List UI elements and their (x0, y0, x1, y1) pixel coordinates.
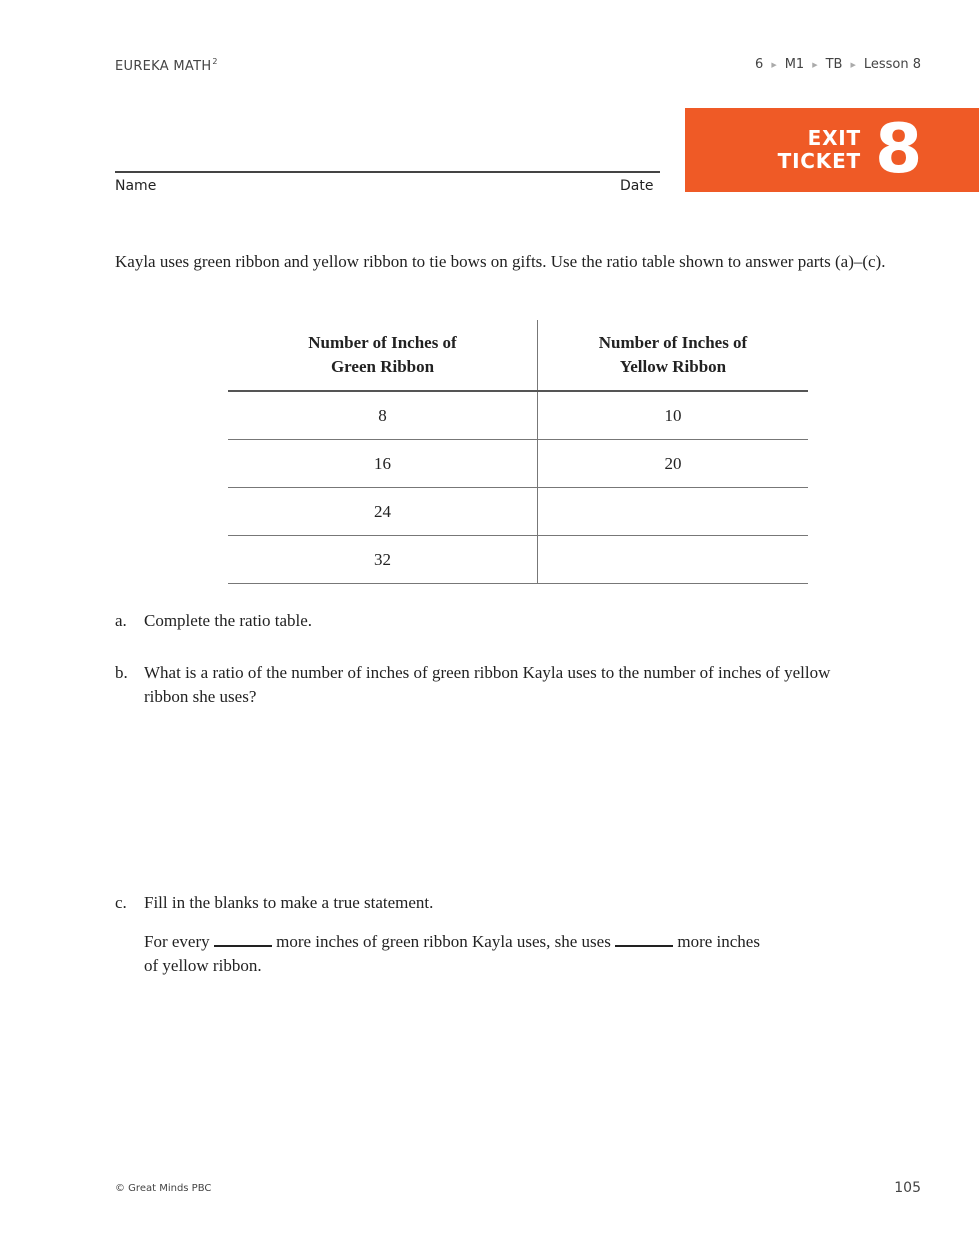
table-row (228, 536, 808, 584)
table-row (228, 440, 808, 488)
green-cell: 24 (228, 488, 538, 536)
date-label: Date (620, 178, 654, 194)
green-cell: 8 (228, 391, 538, 440)
table-row (228, 488, 808, 536)
part-b-letter: b. (115, 663, 128, 682)
breadcrumb-lesson: Lesson 8 (863, 57, 921, 72)
chevron-right-icon: ▶ (850, 60, 856, 69)
table-header-row (228, 320, 808, 391)
green-cell: 16 (228, 440, 538, 488)
part-b-text: What is a ratio of the number of inches of green ribbon Kayla uses to the number of inches of yellow ribbon she uses? (144, 663, 831, 706)
breadcrumb-grade: 6 (755, 57, 764, 72)
green-cell: 32 (228, 536, 538, 584)
answer-blank[interactable] (615, 930, 673, 947)
ratio-table (228, 320, 808, 584)
part-c-letter: c. (115, 893, 127, 912)
brand-label: EUREKA MATH$^2$ (115, 57, 218, 74)
name-label: Name (115, 178, 157, 194)
part-c-statement: For every more inches of green ribbon Kayla uses, she uses more inches of yellow ribbon. (144, 932, 760, 975)
yellow-cell: 20 (538, 440, 809, 488)
chevron-right-icon: ▶ (812, 60, 818, 69)
yellow-cell-blank[interactable] (538, 488, 809, 536)
lesson-number: 8 (875, 110, 923, 189)
breadcrumb-book: TB (825, 57, 843, 72)
part-c-text: Fill in the blanks to make a true statement. (144, 893, 434, 912)
name-date-line[interactable] (115, 171, 660, 173)
answer-blank[interactable] (214, 930, 272, 947)
exit-ticket-label: EXIT TICKET (777, 126, 861, 173)
part-a-letter: a. (115, 611, 127, 630)
part-a-text: Complete the ratio table. (144, 611, 313, 630)
yellow-cell-blank[interactable] (538, 536, 809, 584)
header-green-ribbon: Number of Inches of Green Ribbon (228, 320, 538, 391)
chevron-right-icon: ▶ (771, 60, 777, 69)
breadcrumb-module: M1 (784, 57, 805, 72)
table-row (228, 391, 808, 440)
breadcrumb (755, 57, 921, 72)
problem-intro: Kayla uses green ribbon and yellow ribbon to tie bows on gifts. Use the ratio table shown to answer parts (a)–(c). (115, 252, 886, 271)
exit-ticket-banner (685, 108, 979, 192)
header-yellow-ribbon: Number of Inches of Yellow Ribbon (538, 320, 809, 391)
yellow-cell: 10 (538, 391, 809, 440)
copyright: © Great Minds PBC (115, 1183, 212, 1194)
page-number: 105 (894, 1180, 921, 1196)
